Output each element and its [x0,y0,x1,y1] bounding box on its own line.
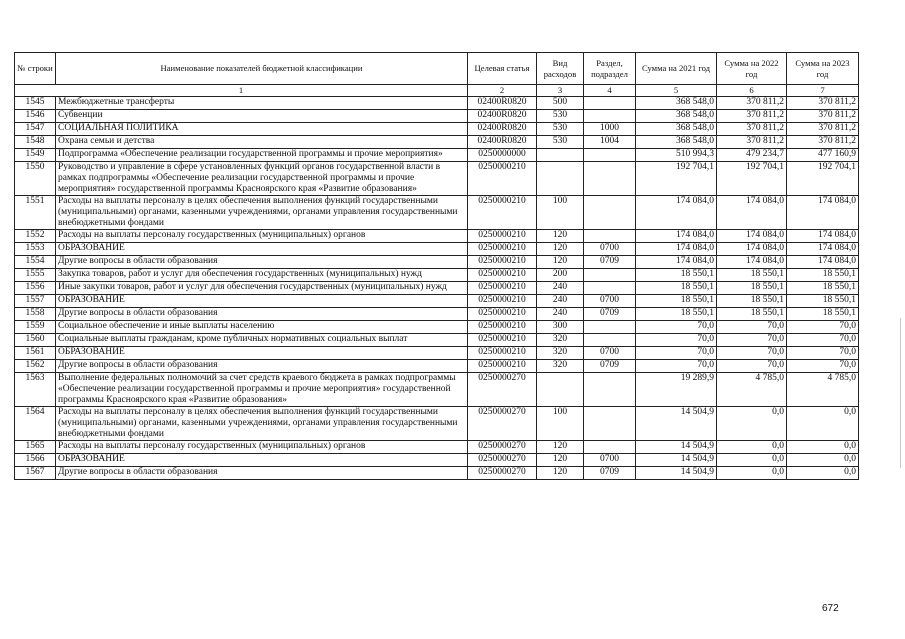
column-number-4: 4 [584,85,636,97]
row-sum-2021: 368 548,0 [636,135,717,148]
header-name: Наименование показателей бюджетной классификации [56,53,468,85]
row-expense-type: 100 [537,406,584,440]
table-row [15,268,859,281]
row-sum-2021: 70,0 [636,320,717,333]
row-section: 0709 [584,359,636,372]
row-section [584,440,636,453]
row-expense-type: 240 [537,294,584,307]
row-sum-2022: 4 785,0 [717,372,787,406]
row-name: Другие вопросы в области образования [56,466,468,479]
row-name: ОБРАЗОВАНИЕ [56,294,468,307]
row-section: 0700 [584,294,636,307]
row-sum-2023: 0,0 [787,466,859,479]
row-section [584,372,636,406]
row-target-code: 0250000270 [468,453,537,466]
table-row [15,346,859,359]
row-target-code: 02400R0820 [468,135,537,148]
row-name: Иные закупки товаров, работ и услуг для обеспечения государственных (муниципальных) нужд [56,281,468,294]
row-expense-type: 120 [537,453,584,466]
row-sum-2021: 192 704,1 [636,161,717,195]
row-name: Подпрограмма «Обеспечение реализации государственной программы и прочие мероприятия» [56,148,468,161]
table-row [15,440,859,453]
row-name: Расходы на выплаты персоналу в целях обеспечения выполнения функций государственными (муниципальными) органами, казенными учреждениями, органами управления государственными внебюджетными фондами [56,406,468,440]
row-sum-2022: 70,0 [717,320,787,333]
row-sum-2023: 174 084,0 [787,255,859,268]
table-row [15,359,859,372]
row-section [584,195,636,229]
table-row [15,281,859,294]
row-sum-2023: 0,0 [787,406,859,440]
row-expense-type: 300 [537,320,584,333]
row-section: 0700 [584,453,636,466]
row-target-code: 0250000210 [468,281,537,294]
row-sum-2021: 70,0 [636,346,717,359]
row-sum-2023: 192 704,1 [787,161,859,195]
row-number: 1557 [15,294,56,307]
table-row [15,229,859,242]
table-row [15,122,859,135]
row-sum-2021: 14 504,9 [636,466,717,479]
table-row [15,333,859,346]
row-target-code: 0250000270 [468,466,537,479]
budget-sheet [14,52,859,480]
row-target-code: 02400R0820 [468,109,537,122]
row-sum-2023: 370 811,2 [787,109,859,122]
header-row [15,53,859,85]
row-expense-type: 500 [537,96,584,109]
row-section [584,161,636,195]
row-sum-2023: 174 084,0 [787,195,859,229]
row-sum-2021: 174 084,0 [636,255,717,268]
row-sum-2021: 18 550,1 [636,307,717,320]
row-expense-type: 120 [537,440,584,453]
row-name: Руководство и управление в сфере установленных функций органов государственной власти в рамках подпрограммы «Обеспечение реализации государственной программы и прочие мероприятия» государственной программы Красноярского края «Развитие образования» [56,161,468,195]
table-row [15,466,859,479]
header-row-no: № строки [15,53,56,85]
budget-table [14,52,859,480]
row-target-code: 0250000210 [468,320,537,333]
row-target-code: 0250000210 [468,255,537,268]
row-expense-type: 120 [537,255,584,268]
row-section [584,96,636,109]
row-expense-type: 200 [537,268,584,281]
row-sum-2021: 14 504,9 [636,406,717,440]
row-target-code: 0250000210 [468,294,537,307]
row-name: ОБРАЗОВАНИЕ [56,453,468,466]
row-section [584,333,636,346]
row-sum-2022: 0,0 [717,466,787,479]
row-target-code: 0250000210 [468,229,537,242]
row-sum-2023: 4 785,0 [787,372,859,406]
row-number: 1551 [15,195,56,229]
row-name: ОБРАЗОВАНИЕ [56,346,468,359]
row-target-code: 0250000270 [468,372,537,406]
row-sum-2021: 174 084,0 [636,195,717,229]
row-name: Расходы на выплаты персоналу в целях обеспечения выполнения функций государственными (муниципальными) органами, казенными учреждениями, органами управления государственными внебюджетными фондами [56,195,468,229]
row-expense-type: 320 [537,346,584,359]
row-section [584,268,636,281]
row-target-code: 0250000210 [468,242,537,255]
row-sum-2023: 18 550,1 [787,268,859,281]
row-sum-2023: 0,0 [787,453,859,466]
row-number: 1545 [15,96,56,109]
row-section: 1004 [584,135,636,148]
row-expense-type: 240 [537,281,584,294]
table-row [15,148,859,161]
row-expense-type: 320 [537,359,584,372]
row-sum-2022: 18 550,1 [717,281,787,294]
row-section [584,320,636,333]
row-name: Выполнение федеральных полномочий за счет средств краевого бюджета в рамках подпрограммы «Обеспечение реализации государственной программы и прочие мероприятия» государственной программы Красноярского края «Развитие образования» [56,372,468,406]
row-sum-2022: 370 811,2 [717,109,787,122]
row-name: Другие вопросы в области образования [56,307,468,320]
row-sum-2021: 19 289,9 [636,372,717,406]
row-sum-2022: 70,0 [717,359,787,372]
row-expense-type: 530 [537,109,584,122]
row-sum-2023: 370 811,2 [787,135,859,148]
row-sum-2022: 18 550,1 [717,307,787,320]
row-section [584,109,636,122]
row-expense-type: 100 [537,195,584,229]
row-target-code: 0250000210 [468,268,537,281]
row-number: 1554 [15,255,56,268]
row-name: Социальное обеспечение и иные выплаты населению [56,320,468,333]
row-sum-2022: 0,0 [717,453,787,466]
row-sum-2022: 70,0 [717,333,787,346]
scan-edge-line [900,318,901,468]
column-number-2: 2 [468,85,537,97]
table-row [15,242,859,255]
row-target-code: 0250000210 [468,161,537,195]
row-section [584,229,636,242]
row-sum-2022: 479 234,7 [717,148,787,161]
row-sum-2023: 370 811,2 [787,122,859,135]
row-sum-2021: 174 084,0 [636,242,717,255]
row-sum-2023: 18 550,1 [787,294,859,307]
header-target: Целевая статья [468,53,537,85]
header-section: Раздел, подраздел [584,53,636,85]
row-expense-type: 530 [537,135,584,148]
row-expense-type [537,148,584,161]
row-sum-2022: 174 084,0 [717,229,787,242]
table-row [15,195,859,229]
row-target-code: 0250000270 [468,406,537,440]
row-name: СОЦИАЛЬНАЯ ПОЛИТИКА [56,122,468,135]
row-expense-type [537,161,584,195]
row-sum-2022: 0,0 [717,440,787,453]
row-sum-2022: 0,0 [717,406,787,440]
row-name: Социальные выплаты гражданам, кроме публичных нормативных социальных выплат [56,333,468,346]
row-sum-2023: 70,0 [787,320,859,333]
row-sum-2021: 18 550,1 [636,281,717,294]
row-number: 1561 [15,346,56,359]
row-section: 0700 [584,242,636,255]
row-section: 0700 [584,346,636,359]
row-name: Закупка товаров, работ и услуг для обеспечения государственных (муниципальных) нужд [56,268,468,281]
row-number: 1555 [15,268,56,281]
row-sum-2021: 18 550,1 [636,268,717,281]
row-name: Охрана семьи и детства [56,135,468,148]
row-target-code: 0250000210 [468,359,537,372]
column-number-5: 5 [636,85,717,97]
row-sum-2021: 368 548,0 [636,122,717,135]
row-number: 1553 [15,242,56,255]
row-sum-2022: 174 084,0 [717,195,787,229]
table-row [15,255,859,268]
row-target-code: 02400R0820 [468,96,537,109]
row-name: ОБРАЗОВАНИЕ [56,242,468,255]
header-sum-2023: Сумма на 2023 год [787,53,859,85]
row-sum-2021: 70,0 [636,333,717,346]
row-number: 1550 [15,161,56,195]
row-sum-2023: 18 550,1 [787,307,859,320]
row-number: 1560 [15,333,56,346]
row-expense-type [537,372,584,406]
row-number: 1562 [15,359,56,372]
row-number: 1556 [15,281,56,294]
row-number: 1549 [15,148,56,161]
row-expense-type: 120 [537,466,584,479]
row-sum-2022: 174 084,0 [717,255,787,268]
row-name: Субвенции [56,109,468,122]
table-row [15,320,859,333]
table-row [15,294,859,307]
row-sum-2023: 70,0 [787,359,859,372]
row-name: Расходы на выплаты персоналу государственных (муниципальных) органов [56,229,468,242]
column-number-1: 1 [15,85,468,97]
row-section: 0709 [584,307,636,320]
row-sum-2023: 70,0 [787,333,859,346]
table-row [15,453,859,466]
column-number-3: 3 [537,85,584,97]
header-type: Вид расходов [537,53,584,85]
row-section: 0709 [584,466,636,479]
row-sum-2023: 370 811,2 [787,96,859,109]
table-row [15,109,859,122]
row-target-code: 02400R0820 [468,122,537,135]
row-number: 1565 [15,440,56,453]
table-row [15,406,859,440]
row-target-code: 0250000210 [468,333,537,346]
row-sum-2022: 70,0 [717,346,787,359]
row-number: 1548 [15,135,56,148]
row-section [584,281,636,294]
row-name: Расходы на выплаты персоналу государственных (муниципальных) органов [56,440,468,453]
row-expense-type: 120 [537,229,584,242]
row-target-code: 0250000270 [468,440,537,453]
row-sum-2022: 370 811,2 [717,135,787,148]
row-expense-type: 320 [537,333,584,346]
row-section [584,148,636,161]
row-target-code: 0250000210 [468,346,537,359]
row-sum-2023: 174 084,0 [787,242,859,255]
row-sum-2023: 174 084,0 [787,229,859,242]
page-number: 672 [822,603,839,614]
row-target-code: 0250000000 [468,148,537,161]
row-number: 1563 [15,372,56,406]
row-sum-2021: 510 994,3 [636,148,717,161]
row-number: 1558 [15,307,56,320]
row-sum-2022: 370 811,2 [717,122,787,135]
row-sum-2021: 14 504,9 [636,440,717,453]
row-section: 0709 [584,255,636,268]
table-row [15,372,859,406]
row-name: Межбюджетные трансферты [56,96,468,109]
row-sum-2022: 192 704,1 [717,161,787,195]
row-target-code: 0250000210 [468,307,537,320]
row-number: 1552 [15,229,56,242]
row-expense-type: 240 [537,307,584,320]
header-sum-2022: Сумма на 2022 год [717,53,787,85]
row-sum-2021: 18 550,1 [636,294,717,307]
row-sum-2023: 70,0 [787,346,859,359]
row-sum-2023: 477 160,9 [787,148,859,161]
row-section: 1000 [584,122,636,135]
row-sum-2022: 174 084,0 [717,242,787,255]
row-sum-2023: 18 550,1 [787,281,859,294]
column-number-7: 7 [787,85,859,97]
table-row [15,161,859,195]
column-number-row [15,85,859,97]
row-name: Другие вопросы в области образования [56,359,468,372]
row-expense-type: 120 [537,242,584,255]
row-sum-2021: 368 548,0 [636,96,717,109]
row-sum-2021: 174 084,0 [636,229,717,242]
row-expense-type: 530 [537,122,584,135]
header-sum-2021: Сумма на 2021 год [636,53,717,85]
table-row [15,135,859,148]
row-sum-2022: 370 811,2 [717,96,787,109]
table-row [15,307,859,320]
row-sum-2023: 0,0 [787,440,859,453]
row-sum-2021: 14 504,9 [636,453,717,466]
row-number: 1567 [15,466,56,479]
column-number-6: 6 [717,85,787,97]
row-sum-2022: 18 550,1 [717,268,787,281]
row-number: 1564 [15,406,56,440]
row-number: 1547 [15,122,56,135]
row-sum-2021: 70,0 [636,359,717,372]
row-sum-2022: 18 550,1 [717,294,787,307]
row-target-code: 0250000210 [468,195,537,229]
row-sum-2021: 368 548,0 [636,109,717,122]
table-row [15,96,859,109]
row-number: 1546 [15,109,56,122]
row-number: 1559 [15,320,56,333]
row-number: 1566 [15,453,56,466]
row-name: Другие вопросы в области образования [56,255,468,268]
row-section [584,406,636,440]
